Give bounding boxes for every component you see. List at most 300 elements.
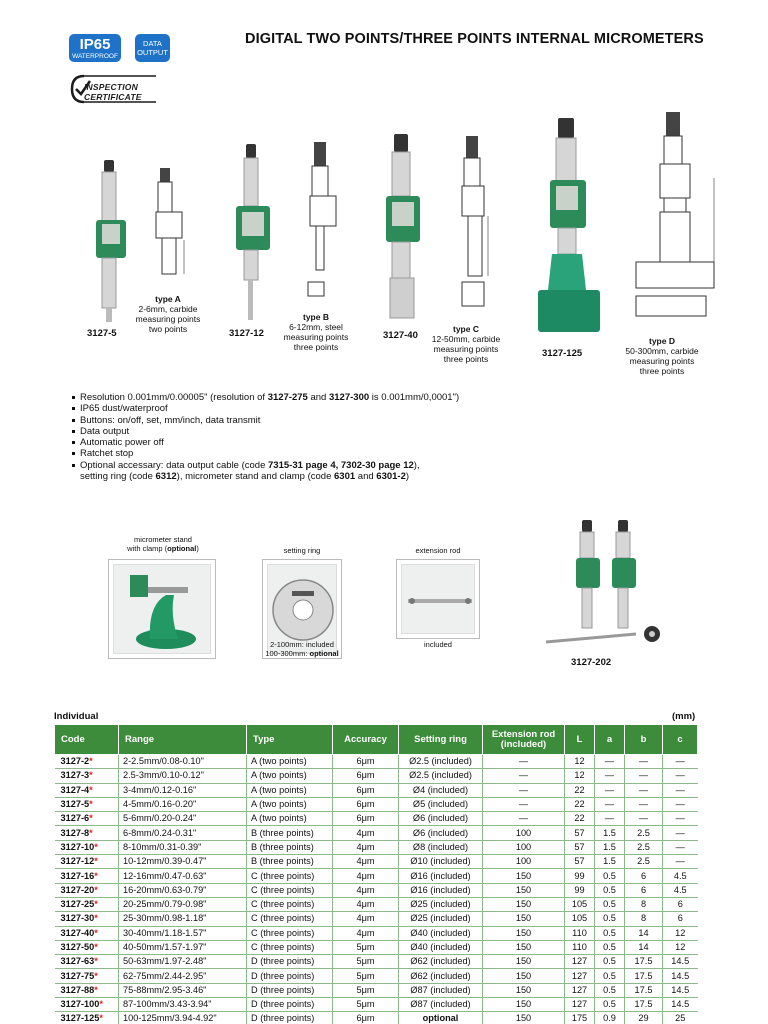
cell-code: 3127-16* xyxy=(55,869,119,883)
cell-code: 3127-5* xyxy=(55,797,119,811)
col-c: c xyxy=(663,725,698,755)
micrometer-stand-icon xyxy=(114,565,212,655)
cell-type: B (three points) xyxy=(247,840,333,854)
ip65-badge-subtitle: WATERPROOF xyxy=(72,53,118,60)
cell-setting-ring: Ø25 (included) xyxy=(399,897,483,911)
table-row xyxy=(55,869,698,883)
col-extension-rod: Extension rod (included) xyxy=(483,725,565,755)
cell-a: 0.5 xyxy=(595,912,625,926)
cell-a: 0.5 xyxy=(595,955,625,969)
cell-type: D (three points) xyxy=(247,983,333,997)
cell-L: 12 xyxy=(565,769,595,783)
cell-c: 25 xyxy=(663,1012,698,1024)
cell-c: 14.5 xyxy=(663,998,698,1012)
cell-L: 105 xyxy=(565,897,595,911)
cell-accuracy: 4μm xyxy=(333,897,399,911)
cell-L: 99 xyxy=(565,869,595,883)
star-marker: * xyxy=(99,999,103,1010)
col-type: Type xyxy=(247,725,333,755)
ip65-badge xyxy=(69,34,121,62)
cell-code: 3127-75* xyxy=(55,969,119,983)
cell-code: 3127-10* xyxy=(55,840,119,854)
type-a-name: type A xyxy=(155,294,181,304)
type-d-label xyxy=(620,336,704,376)
cell-type: A (two points) xyxy=(247,812,333,826)
cell-range: 100-125mm/3.94-4.92" xyxy=(119,1012,247,1024)
cell-c: — xyxy=(663,783,698,797)
cell-code: 3127-20* xyxy=(55,883,119,897)
type-d-line2: measuring points xyxy=(629,356,695,366)
certificate-line1: INSPECTION xyxy=(84,82,138,92)
cell-range: 62-75mm/2.44-2.95" xyxy=(119,969,247,983)
star-marker: * xyxy=(94,956,98,967)
table-row xyxy=(55,969,698,983)
cell-setting-ring: Ø8 (included) xyxy=(399,840,483,854)
cell-code: 3127-40* xyxy=(55,926,119,940)
cell-b: 14 xyxy=(625,940,663,954)
certificate-line2: CERTIFICATE xyxy=(84,91,142,102)
cell-range: 30-40mm/1.18-1.57" xyxy=(119,926,247,940)
cell-setting-ring: Ø16 (included) xyxy=(399,883,483,897)
cell-a: 1.5 xyxy=(595,840,625,854)
model-3127-12: 3127-12 xyxy=(229,328,264,339)
cell-code: 3127-12* xyxy=(55,855,119,869)
cell-type: D (three points) xyxy=(247,1012,333,1024)
stand-image xyxy=(108,559,216,659)
cell-extension-rod: — xyxy=(483,755,565,769)
cell-range: 2-2.5mm/0.08-0.10" xyxy=(119,755,247,769)
cell-a: — xyxy=(595,783,625,797)
cell-code: 3127-4* xyxy=(55,783,119,797)
cell-type: C (three points) xyxy=(247,940,333,954)
cell-c: 12 xyxy=(663,940,698,954)
cell-accuracy: 6μm xyxy=(333,1012,399,1024)
cell-setting-ring: Ø87 (included) xyxy=(399,998,483,1012)
cell-type: D (three points) xyxy=(247,998,333,1012)
cell-range: 87-100mm/3.43-3.94" xyxy=(119,998,247,1012)
cell-type: D (three points) xyxy=(247,969,333,983)
cell-setting-ring: Ø62 (included) xyxy=(399,969,483,983)
cell-range: 20-25mm/0.79-0.98" xyxy=(119,897,247,911)
cell-c: 4.5 xyxy=(663,869,698,883)
cell-b: 14 xyxy=(625,926,663,940)
cell-c: — xyxy=(663,812,698,826)
cell-a: 0.5 xyxy=(595,926,625,940)
type-c-label xyxy=(426,324,506,364)
cell-code: 3127-8* xyxy=(55,826,119,840)
cell-b: — xyxy=(625,755,663,769)
cell-accuracy: 5μm xyxy=(333,940,399,954)
table-row xyxy=(55,912,698,926)
cell-accuracy: 5μm xyxy=(333,983,399,997)
cell-type: C (three points) xyxy=(247,869,333,883)
cell-c: — xyxy=(663,855,698,869)
cell-extension-rod: 150 xyxy=(483,969,565,983)
cell-code: 3127-2* xyxy=(55,755,119,769)
cell-range: 25-30mm/0.98-1.18" xyxy=(119,912,247,926)
col-L: L xyxy=(565,725,595,755)
table-row xyxy=(55,812,698,826)
col-b: b xyxy=(625,725,663,755)
cell-b: 8 xyxy=(625,897,663,911)
cell-b: 17.5 xyxy=(625,998,663,1012)
cell-type: B (three points) xyxy=(247,826,333,840)
cell-code: 3127-6* xyxy=(55,812,119,826)
type-d-name: type D xyxy=(649,336,675,346)
cell-range: 4-5mm/0.16-0.20" xyxy=(119,797,247,811)
table-row xyxy=(55,783,698,797)
cell-L: 22 xyxy=(565,797,595,811)
stand-label: micrometer stand with clamp (optional) xyxy=(127,535,199,553)
cell-L: 57 xyxy=(565,840,595,854)
cell-c: 12 xyxy=(663,926,698,940)
cell-L: 22 xyxy=(565,812,595,826)
cell-L: 110 xyxy=(565,926,595,940)
table-row xyxy=(55,998,698,1012)
ip65-badge-title: IP65 xyxy=(79,36,111,53)
feature-ratchet-stop: Ratchet stop xyxy=(72,448,459,459)
cell-range: 50-63mm/1.97-2.48" xyxy=(119,955,247,969)
cell-setting-ring: Ø2.5 (included) xyxy=(399,769,483,783)
cell-b: 29 xyxy=(625,1012,663,1024)
cell-c: 6 xyxy=(663,912,698,926)
cell-L: 99 xyxy=(565,883,595,897)
model-3127-202: 3127-202 xyxy=(571,657,612,668)
col-a: a xyxy=(595,725,625,755)
cell-code: 3127-30* xyxy=(55,912,119,926)
inspection-certificate-logo xyxy=(70,72,160,106)
cell-c: 14.5 xyxy=(663,969,698,983)
star-marker: * xyxy=(94,913,98,924)
cell-accuracy: 4μm xyxy=(333,912,399,926)
table-row xyxy=(55,755,698,769)
cell-a: 0.9 xyxy=(595,1012,625,1024)
cell-setting-ring: Ø16 (included) xyxy=(399,869,483,883)
cell-a: 1.5 xyxy=(595,826,625,840)
type-c-line2: measuring points xyxy=(433,344,499,354)
table-row xyxy=(55,897,698,911)
cell-a: 0.5 xyxy=(595,983,625,997)
cell-setting-ring: Ø6 (included) xyxy=(399,812,483,826)
table-row xyxy=(55,769,698,783)
cell-b: — xyxy=(625,812,663,826)
table-body xyxy=(55,755,698,1024)
cell-accuracy: 6μm xyxy=(333,797,399,811)
cell-range: 6-8mm/0.24-0.31" xyxy=(119,826,247,840)
cell-a: 1.5 xyxy=(595,855,625,869)
cell-L: 57 xyxy=(565,855,595,869)
star-marker: * xyxy=(94,899,98,910)
cell-accuracy: 4μm xyxy=(333,926,399,940)
cell-accuracy: 4μm xyxy=(333,826,399,840)
cell-type: D (three points) xyxy=(247,955,333,969)
cell-extension-rod: — xyxy=(483,797,565,811)
cell-c: 14.5 xyxy=(663,955,698,969)
cell-accuracy: 5μm xyxy=(333,969,399,983)
cell-type: C (three points) xyxy=(247,926,333,940)
feature-auto-power-off: Automatic power off xyxy=(72,437,459,448)
extension-rod-icon xyxy=(402,565,476,635)
cell-code: 3127-88* xyxy=(55,983,119,997)
cell-L: 22 xyxy=(565,783,595,797)
cell-extension-rod: — xyxy=(483,783,565,797)
type-d-line3: three points xyxy=(639,366,685,376)
model-3127-5: 3127-5 xyxy=(87,328,117,339)
star-marker: * xyxy=(94,984,98,995)
page-title: DIGITAL TWO POINTS/THREE POINTS INTERNAL MICROMETERS xyxy=(245,31,704,47)
cell-L: 105 xyxy=(565,912,595,926)
table-row xyxy=(55,983,698,997)
cell-range: 10-12mm/0.39-0.47" xyxy=(119,855,247,869)
col-setting-ring: Setting ring xyxy=(399,725,483,755)
cell-extension-rod: 150 xyxy=(483,1012,565,1024)
cell-accuracy: 6μm xyxy=(333,812,399,826)
spec-table xyxy=(54,724,698,1024)
cell-b: 8 xyxy=(625,912,663,926)
type-a-diagram xyxy=(150,168,192,280)
cell-b: 2.5 xyxy=(625,826,663,840)
model-3127-40: 3127-40 xyxy=(383,330,418,341)
cell-c: — xyxy=(663,769,698,783)
cell-accuracy: 6μm xyxy=(333,783,399,797)
cell-setting-ring: Ø25 (included) xyxy=(399,912,483,926)
cell-a: — xyxy=(595,812,625,826)
type-c-line1: 12-50mm, carbide xyxy=(431,334,501,344)
cell-extension-rod: 150 xyxy=(483,926,565,940)
table-title: Individual xyxy=(54,711,99,722)
cell-extension-rod: 150 xyxy=(483,940,565,954)
cell-setting-ring: Ø40 (included) xyxy=(399,926,483,940)
star-marker: * xyxy=(89,770,93,781)
data-output-badge-line2: OUTPUT xyxy=(137,48,168,57)
cell-type: A (two points) xyxy=(247,783,333,797)
micrometer-3127-40-image xyxy=(384,134,424,320)
cell-setting-ring: Ø10 (included) xyxy=(399,855,483,869)
type-b-line3: three points xyxy=(293,342,339,352)
cell-L: 12 xyxy=(565,755,595,769)
star-marker: * xyxy=(94,870,98,881)
cell-type: C (three points) xyxy=(247,883,333,897)
cell-L: 57 xyxy=(565,826,595,840)
cell-setting-ring: Ø6 (included) xyxy=(399,826,483,840)
col-code: Code xyxy=(55,725,119,755)
cell-extension-rod: 150 xyxy=(483,897,565,911)
star-marker: * xyxy=(94,942,98,952)
cell-code: 3127-3* xyxy=(55,769,119,783)
extension-rod-image xyxy=(396,559,480,639)
certificate-text xyxy=(84,83,142,102)
cell-setting-ring: Ø2.5 (included) xyxy=(399,755,483,769)
type-b-line1: 6-12mm, steel xyxy=(289,322,343,332)
star-marker: * xyxy=(89,784,93,795)
cell-code: 3127-63* xyxy=(55,955,119,969)
cell-a: 0.5 xyxy=(595,883,625,897)
cell-range: 8-10mm/0.31-0.39" xyxy=(119,840,247,854)
setting-ring-caption: 2-100mm: included 100-300mm: optional xyxy=(265,640,339,658)
cell-type: A (two points) xyxy=(247,797,333,811)
micrometer-3127-12-image xyxy=(232,144,278,324)
cell-L: 175 xyxy=(565,1012,595,1024)
cell-b: 17.5 xyxy=(625,955,663,969)
cell-code: 3127-25* xyxy=(55,897,119,911)
cell-code: 3127-50* xyxy=(55,940,119,954)
feature-ip65: IP65 dust/waterproof xyxy=(72,403,459,414)
cell-range: 3-4mm/0.12-0.16" xyxy=(119,783,247,797)
cell-L: 127 xyxy=(565,998,595,1012)
cell-c: — xyxy=(663,755,698,769)
star-marker: * xyxy=(89,813,93,824)
micrometer-3127-125-image xyxy=(536,118,606,338)
cell-a: 0.5 xyxy=(595,869,625,883)
cell-c: 6 xyxy=(663,897,698,911)
cell-setting-ring: optional xyxy=(399,1012,483,1024)
col-range: Range xyxy=(119,725,247,755)
feature-list xyxy=(72,392,459,482)
cell-extension-rod: 150 xyxy=(483,998,565,1012)
cell-b: 2.5 xyxy=(625,840,663,854)
cell-c: 14.5 xyxy=(663,983,698,997)
cell-range: 16-20mm/0.63-0.79" xyxy=(119,883,247,897)
star-marker: * xyxy=(94,970,98,981)
cell-accuracy: 4μm xyxy=(333,840,399,854)
cell-a: — xyxy=(595,755,625,769)
cell-setting-ring: Ø5 (included) xyxy=(399,797,483,811)
cell-extension-rod: — xyxy=(483,769,565,783)
cell-range: 12-16mm/0.47-0.63" xyxy=(119,869,247,883)
col-accuracy: Accuracy xyxy=(333,725,399,755)
cell-a: 0.5 xyxy=(595,969,625,983)
table-row xyxy=(55,955,698,969)
cell-setting-ring: Ø87 (included) xyxy=(399,983,483,997)
type-c-diagram xyxy=(432,136,496,316)
cell-L: 127 xyxy=(565,983,595,997)
cell-range: 75-88mm/2.95-3.46" xyxy=(119,983,247,997)
type-a-line3: two points xyxy=(148,324,188,334)
cell-extension-rod: 150 xyxy=(483,912,565,926)
cell-accuracy: 5μm xyxy=(333,998,399,1012)
cell-L: 127 xyxy=(565,955,595,969)
cell-type: C (three points) xyxy=(247,897,333,911)
cell-extension-rod: 150 xyxy=(483,869,565,883)
cell-extension-rod: 150 xyxy=(483,955,565,969)
cell-accuracy: 5μm xyxy=(333,955,399,969)
micrometer-3127-5-image xyxy=(92,160,132,330)
table-row xyxy=(55,797,698,811)
cell-L: 127 xyxy=(565,969,595,983)
type-d-diagram xyxy=(610,112,720,330)
type-b-line2: measuring points xyxy=(283,332,349,342)
model-3127-125: 3127-125 xyxy=(542,348,583,359)
table-row xyxy=(55,840,698,854)
cell-b: — xyxy=(625,783,663,797)
cell-code: 3127-125* xyxy=(55,1012,119,1024)
cell-range: 2.5-3mm/0.10-0.12" xyxy=(119,769,247,783)
star-marker: * xyxy=(89,827,93,838)
cell-extension-rod: 150 xyxy=(483,883,565,897)
cell-a: — xyxy=(595,797,625,811)
cell-L: 110 xyxy=(565,940,595,954)
type-d-line1: 50-300mm, carbide xyxy=(625,346,699,356)
cell-b: 17.5 xyxy=(625,969,663,983)
cell-extension-rod: 100 xyxy=(483,826,565,840)
type-b-label xyxy=(276,312,356,352)
star-marker: * xyxy=(89,756,93,767)
type-b-name: type B xyxy=(303,312,329,322)
data-output-badge-line1: DATA xyxy=(143,39,162,48)
type-a-line2: measuring points xyxy=(135,314,201,324)
cell-accuracy: 4μm xyxy=(333,883,399,897)
cell-extension-rod: 150 xyxy=(483,983,565,997)
cell-accuracy: 4μm xyxy=(333,855,399,869)
feature-optional-accessory: Optional accessary: data output cable (code 7315-31 page 4, 7302-30 page 12), setting ring (code 6312), micrometer stand and clamp (code 6301 and 6301-2) xyxy=(72,460,459,483)
star-marker: * xyxy=(94,841,98,852)
type-c-line3: three points xyxy=(443,354,489,364)
type-c-name: type C xyxy=(453,324,479,334)
cell-a: 0.5 xyxy=(595,897,625,911)
cell-b: — xyxy=(625,797,663,811)
feature-resolution: Resolution 0.001mm/0.00005" (resolution of 3127-275 and 3127-300 is 0.001mm/0,0001") xyxy=(72,392,459,403)
set-3127-202-image xyxy=(540,518,670,650)
cell-b: 6 xyxy=(625,869,663,883)
table-row xyxy=(55,826,698,840)
cell-range: 40-50mm/1.57-1.97" xyxy=(119,940,247,954)
table-row xyxy=(55,940,698,954)
cell-setting-ring: Ø4 (included) xyxy=(399,783,483,797)
cell-setting-ring: Ø62 (included) xyxy=(399,955,483,969)
data-output-badge xyxy=(135,34,170,62)
extension-rod-label: extension rod xyxy=(415,546,461,555)
cell-a: — xyxy=(595,769,625,783)
cell-c: 4.5 xyxy=(663,883,698,897)
feature-data-output: Data output xyxy=(72,426,459,437)
cell-c: — xyxy=(663,797,698,811)
cell-accuracy: 4μm xyxy=(333,869,399,883)
table-row xyxy=(55,1012,698,1024)
table-row xyxy=(55,926,698,940)
cell-accuracy: 6μm xyxy=(333,755,399,769)
cell-c: — xyxy=(663,826,698,840)
cell-c: — xyxy=(663,840,698,854)
cell-accuracy: 6μm xyxy=(333,769,399,783)
cell-range: 5-6mm/0.20-0.24" xyxy=(119,812,247,826)
cell-extension-rod: 100 xyxy=(483,855,565,869)
table-row xyxy=(55,855,698,869)
feature-buttons: Buttons: on/off, set, mm/inch, data transmit xyxy=(72,415,459,426)
cell-extension-rod: — xyxy=(483,812,565,826)
table-unit: (mm) xyxy=(672,711,696,722)
cell-type: A (two points) xyxy=(247,769,333,783)
star-marker: * xyxy=(94,856,98,867)
cell-b: — xyxy=(625,769,663,783)
type-b-diagram xyxy=(298,142,350,302)
cell-b: 6 xyxy=(625,883,663,897)
cell-type: C (three points) xyxy=(247,912,333,926)
cell-b: 2.5 xyxy=(625,855,663,869)
extension-rod-caption: included xyxy=(424,640,452,649)
star-marker: * xyxy=(94,927,98,938)
cell-setting-ring: Ø40 (included) xyxy=(399,940,483,954)
cell-extension-rod: 100 xyxy=(483,840,565,854)
cell-b: 17.5 xyxy=(625,983,663,997)
cell-a: 0.5 xyxy=(595,940,625,954)
star-marker: * xyxy=(94,884,98,895)
table-row xyxy=(55,883,698,897)
type-a-label xyxy=(128,294,208,334)
cell-type: A (two points) xyxy=(247,755,333,769)
cell-code: 3127-100* xyxy=(55,998,119,1012)
cell-a: 0.5 xyxy=(595,998,625,1012)
setting-ring-label: setting ring xyxy=(283,546,321,555)
